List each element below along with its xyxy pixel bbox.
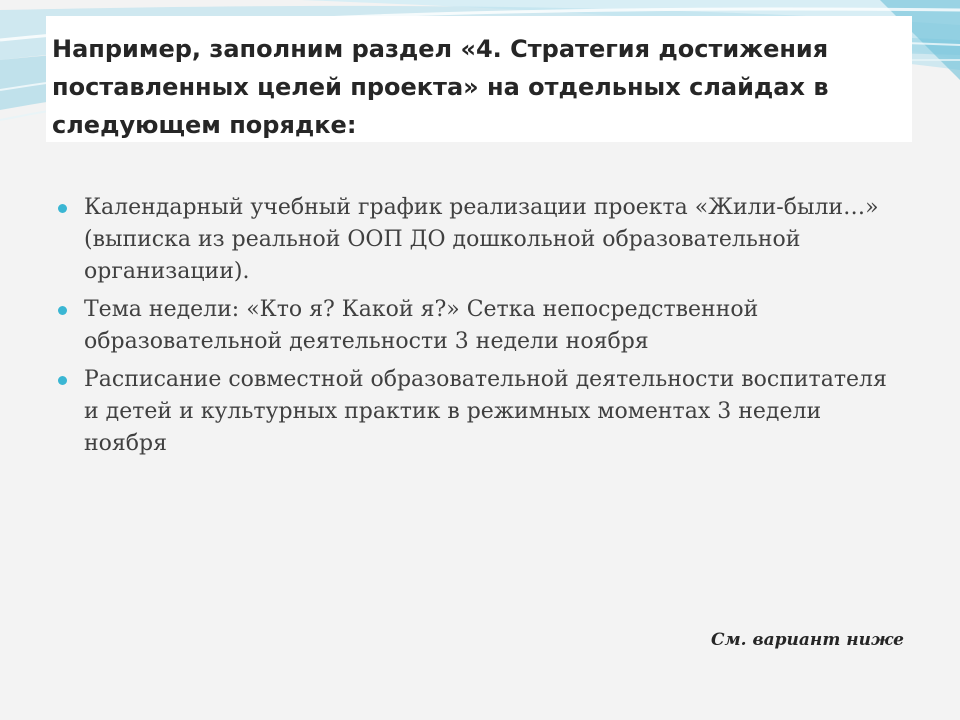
list-item	[58, 294, 898, 358]
bullet-text: Календарный учебный график реализации проекта «Жили-были…» (выписка из реальной ООП ДО дошкольной образовательной организации).	[84, 195, 879, 284]
slide-title: Например, заполним раздел «4. Стратегия достижения поставленных целей проекта» на отдельных слайдах в следующем порядке:	[52, 35, 829, 139]
bullet-text: Расписание совместной образовательной деятельности воспитателя и детей и культурных практик в режимных моментах 3 недели ноября	[84, 367, 887, 456]
bullet-text: Тема недели: «Кто я? Какой я?» Сетка непосредственной образовательной деятельности 3 недели ноября	[84, 297, 759, 354]
footnote: См. вариант ниже	[710, 630, 904, 650]
list-item	[58, 192, 898, 288]
list-item	[58, 364, 898, 460]
bullet-dot-icon	[58, 204, 67, 213]
bullet-dot-icon	[58, 306, 67, 315]
bullet-dot-icon	[58, 376, 67, 385]
bullet-list	[58, 192, 898, 466]
